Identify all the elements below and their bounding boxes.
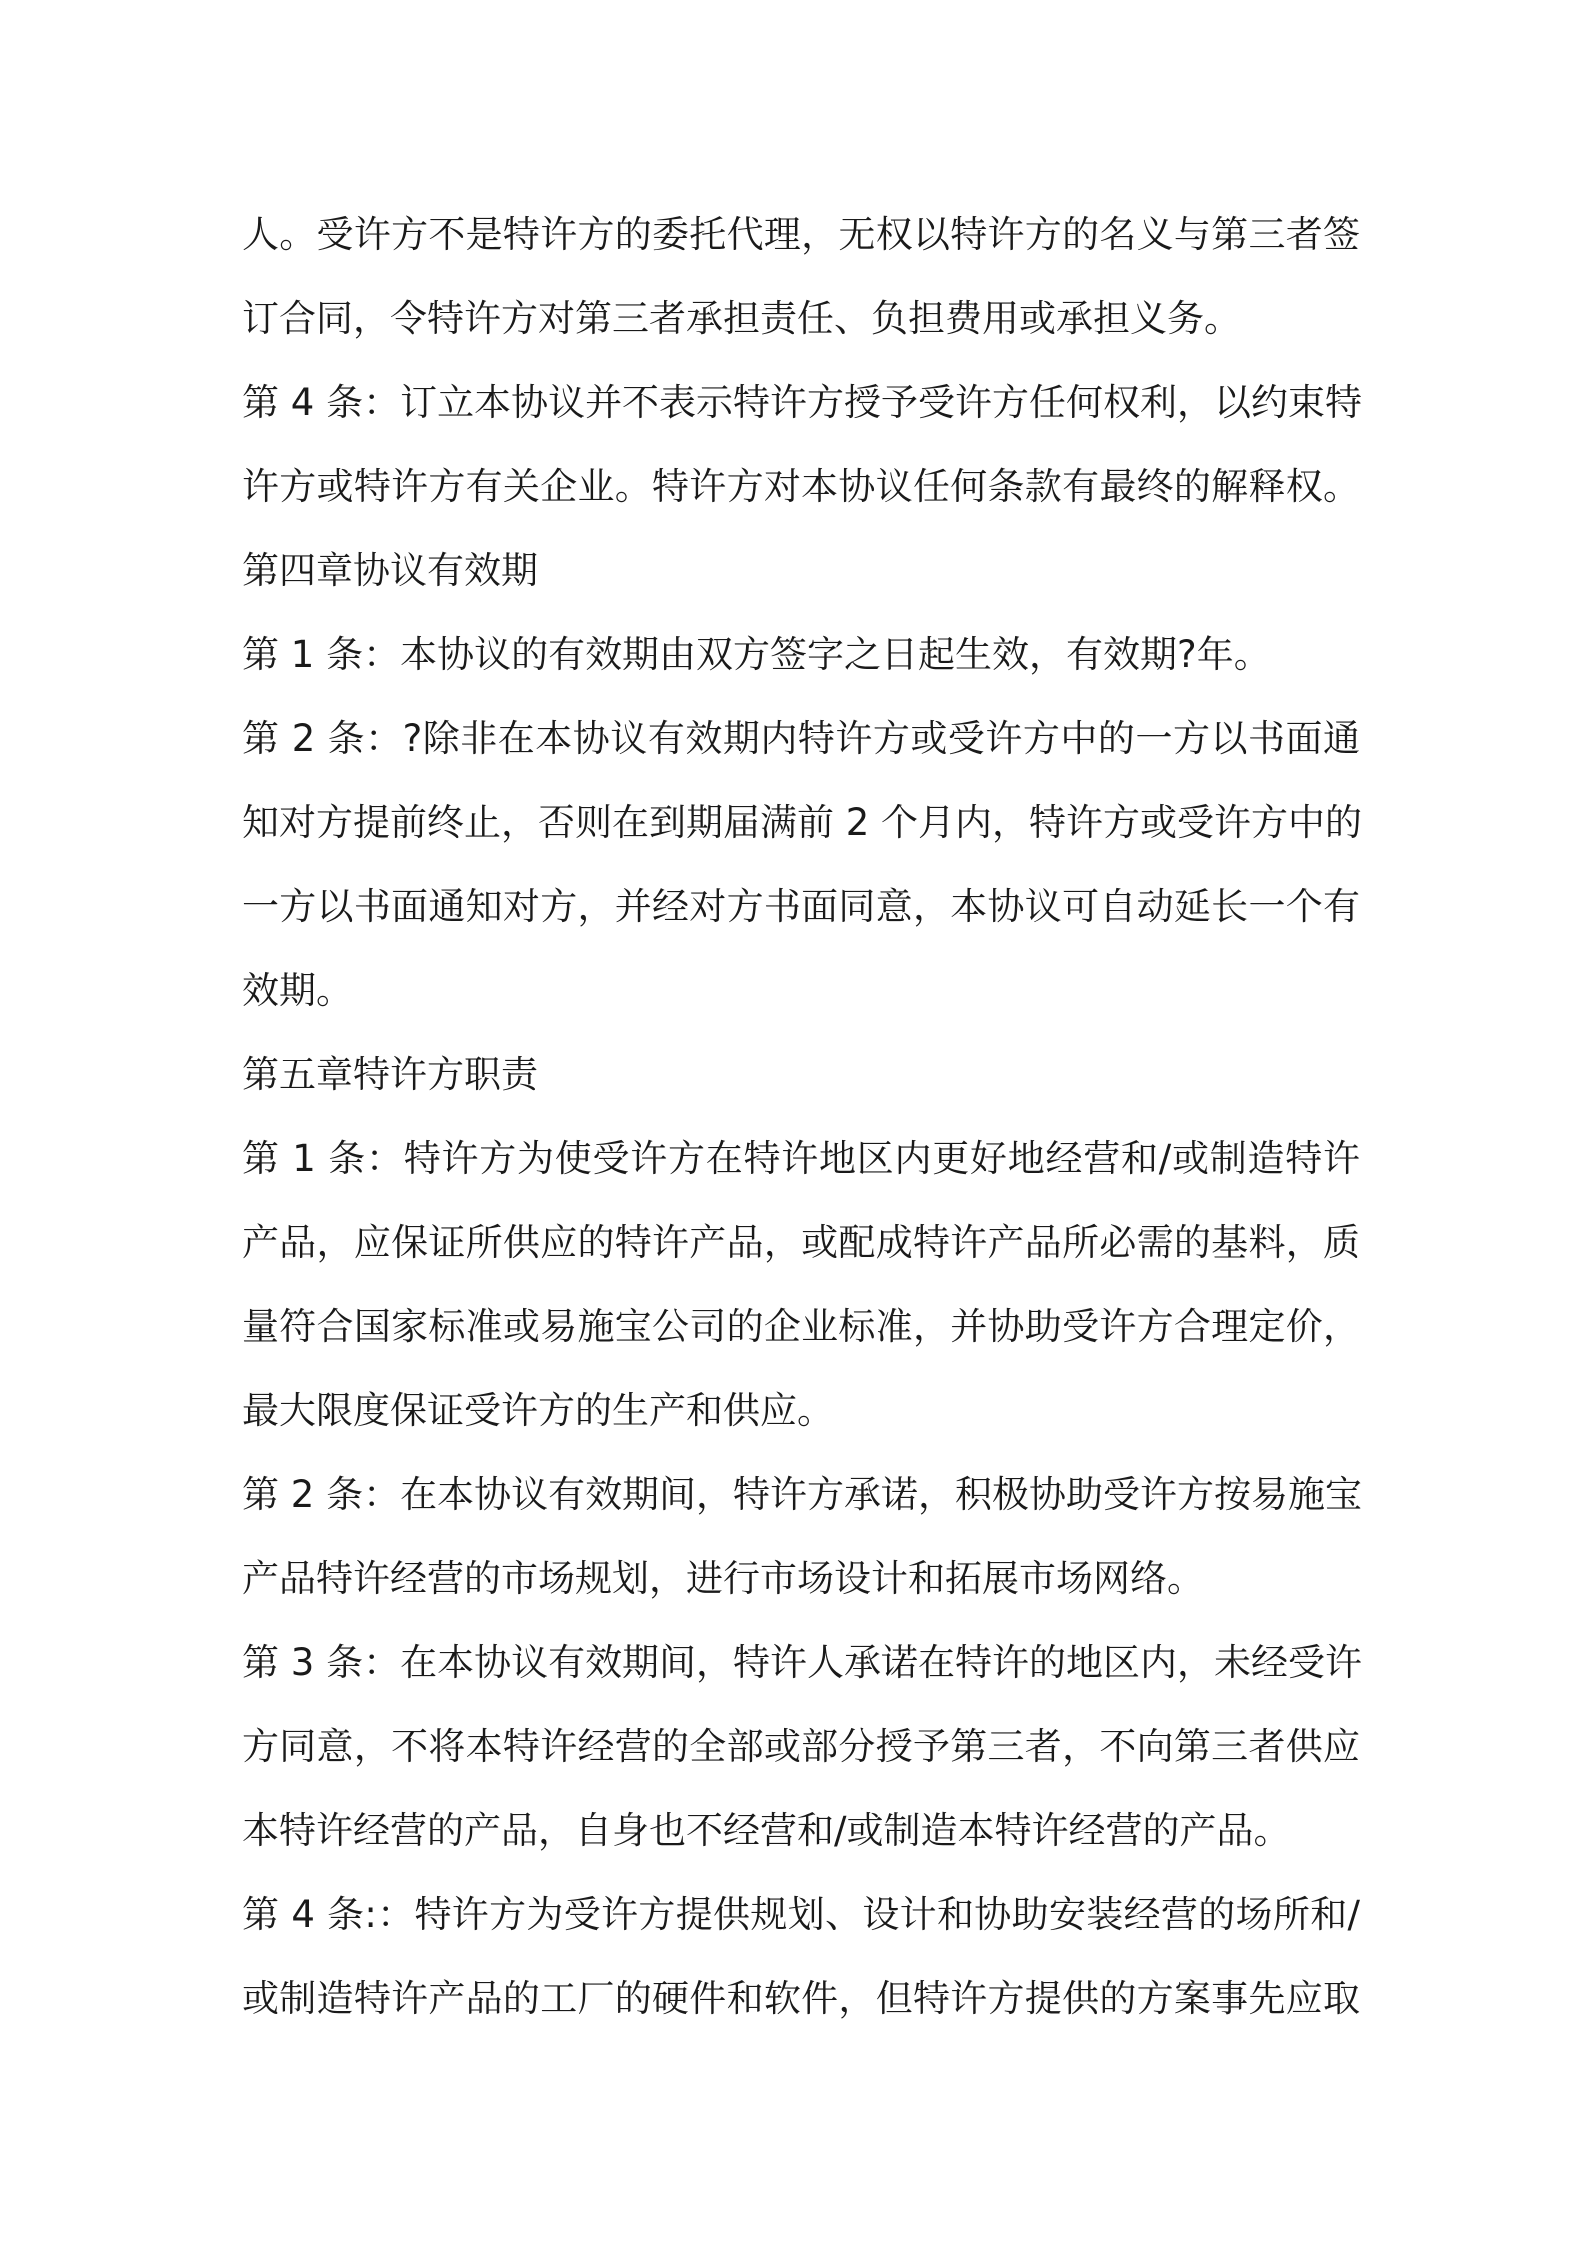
text-line: 量符合国家标准或易施宝公司的企业标准，并协助受许方合理定价， (242, 1305, 1360, 1348)
document-body (242, 193, 1363, 2041)
text-line: 一方以书面通知对方，并经对方书面同意，本协议可自动延长一个有 (242, 885, 1360, 928)
text-line: 第 4 条：订立本协议并不表示特许方授予受许方任何权利，以约束特 (242, 381, 1363, 424)
text-line: 许方或特许方有关企业。特许方对本协议任何条款有最终的解释权。 (242, 465, 1360, 508)
text-line: 订合同，令特许方对第三者承担责任、负担费用或承担义务。 (242, 297, 1241, 340)
text-line: 或制造特许产品的工厂的硬件和软件，但特许方提供的方案事先应取 (242, 1977, 1360, 2020)
chapter-heading: 第四章协议有效期 (242, 549, 538, 592)
text-line: 最大限度保证受许方的生产和供应。 (242, 1389, 834, 1432)
text-line: 第 4 条:：特许方为受许方提供规划、设计和协助安装经营的场所和/ (242, 1893, 1360, 1936)
text-line: 本特许经营的产品，自身也不经营和/或制造本特许经营的产品。 (242, 1809, 1291, 1852)
text-line: 第 3 条：在本协议有效期间，特许人承诺在特许的地区内，未经受许 (242, 1641, 1363, 1684)
text-line: 第 1 条：本协议的有效期由双方签字之日起生效，有效期?年。 (242, 633, 1271, 676)
text-line: 产品特许经营的市场规划，进行市场设计和拓展市场网络。 (242, 1557, 1204, 1600)
text-line: 方同意，不将本特许经营的全部或部分授予第三者，不向第三者供应 (242, 1725, 1360, 1768)
text-line: 产品，应保证所供应的特许产品，或配成特许产品所必需的基料，质 (242, 1221, 1360, 1264)
text-line: 第 2 条：在本协议有效期间，特许方承诺，积极协助受许方按易施宝 (242, 1473, 1363, 1516)
text-line: 效期。 (242, 969, 353, 1012)
text-line: 第 2 条：?除非在本协议有效期内特许方或受许方中的一方以书面通 (242, 717, 1360, 760)
text-line: 第 1 条：特许方为使受许方在特许地区内更好地经营和/或制造特许 (242, 1137, 1360, 1180)
chapter-heading: 第五章特许方职责 (242, 1053, 538, 1096)
text-line: 知对方提前终止，否则在到期届满前 2 个月内，特许方或受许方中的 (242, 801, 1363, 844)
text-line: 人。受许方不是特许方的委托代理，无权以特许方的名义与第三者签 (242, 213, 1360, 256)
